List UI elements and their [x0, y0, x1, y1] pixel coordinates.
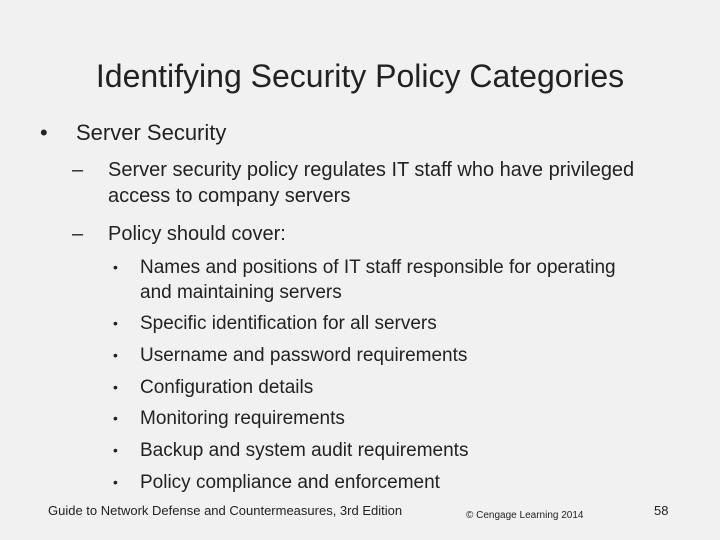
dash-marker: – — [72, 223, 84, 245]
sub-bullet-text: Policy should cover: — [108, 223, 286, 245]
bullet-marker: • — [113, 379, 118, 395]
list-item-text: Configuration details — [140, 377, 314, 398]
bullet-marker: • — [113, 474, 118, 490]
bullet-marker: • — [40, 120, 48, 145]
sub-bullet-text: Server security policy regulates IT staff who have privileged access to company servers — [108, 159, 635, 207]
slide-title: Identifying Security Policy Categories — [95, 58, 625, 94]
list-item-text: Backup and system audit requirements — [140, 440, 469, 461]
footer-book-title: Guide to Network Defense and Countermeasures, 3rd Edition — [48, 503, 403, 518]
bullet-marker: • — [113, 347, 118, 363]
page-number: 58 — [654, 503, 669, 518]
dash-marker: – — [72, 159, 84, 181]
bullet-marker: • — [113, 410, 118, 426]
list-item-text: Username and password requirements — [140, 345, 468, 366]
bullet-marker: • — [113, 315, 118, 331]
list-item-text: Monitoring requirements — [140, 408, 345, 429]
footer-copyright: © Cengage Learning 2014 — [466, 510, 584, 521]
list-item-text: Policy compliance and enforcement — [140, 472, 440, 493]
list-item-text: Names and positions of IT staff responsible for operating and maintaining servers — [140, 257, 616, 303]
list-item-text: Specific identification for all servers — [140, 313, 437, 334]
bullet-text: Server Security — [76, 120, 227, 145]
bullet-marker: • — [113, 442, 118, 458]
bullet-marker: • — [113, 259, 118, 275]
